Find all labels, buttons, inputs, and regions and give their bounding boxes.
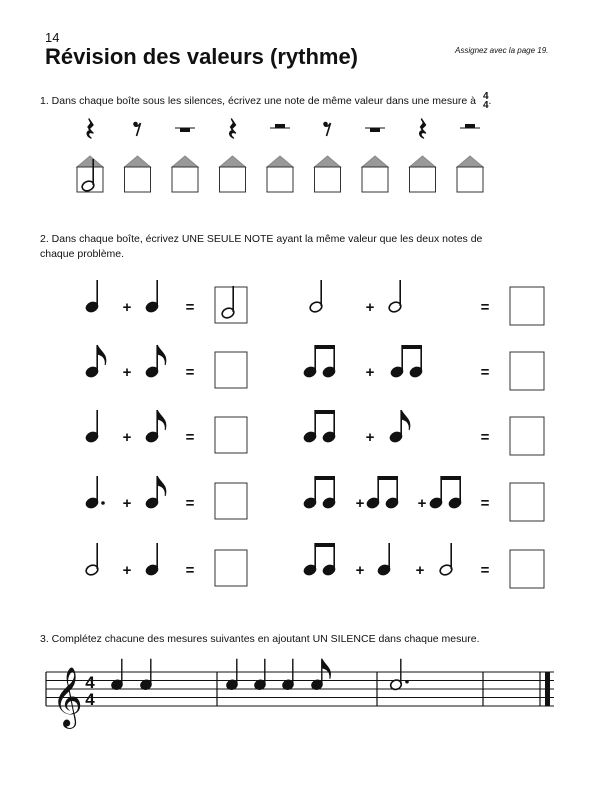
eighth-note — [145, 410, 166, 444]
answer-box — [215, 352, 247, 388]
answer-box — [510, 352, 544, 390]
equals-sign: = — [480, 495, 490, 512]
plus-sign: + — [355, 562, 365, 579]
answer-box-roof — [125, 156, 151, 167]
answer-box — [172, 167, 198, 192]
answer-box-roof — [220, 156, 246, 167]
treble-clef-icon: 𝄞 — [52, 667, 83, 727]
half-rest-icon — [270, 124, 290, 128]
answer-box — [215, 287, 247, 323]
quarter-note — [145, 543, 160, 577]
exercise-2-instruction: 2. Dans chaque boîte, écrivez UNE SEULE NOTE ayant la même valeur que les deux notes de chaque problème. — [40, 233, 483, 260]
quarter-note — [281, 659, 294, 691]
eighth-rest-icon — [323, 122, 330, 136]
eighth-note — [310, 659, 330, 691]
answer-box — [362, 167, 388, 192]
music-staff — [46, 659, 554, 729]
equals-sign: = — [480, 299, 490, 316]
beamed-eighth-notes — [303, 476, 337, 510]
equals-sign: = — [185, 429, 195, 446]
beamed-eighth-notes — [303, 345, 337, 379]
whole-rest-icon — [365, 128, 385, 132]
final-bar-thick — [545, 672, 550, 706]
answer-box — [215, 550, 247, 586]
plus-sign: + — [415, 562, 425, 579]
plus-sign: + — [122, 429, 132, 446]
beamed-eighth-notes — [303, 410, 337, 444]
beamed-eighth-notes — [429, 476, 463, 510]
beamed-eighth-notes — [303, 543, 337, 577]
half-note — [388, 280, 403, 314]
exercise-3-instruction: 3. Complétez chacune des mesures suivantes en ajoutant UN SILENCE dans chaque mesure. — [40, 633, 480, 645]
equals-sign: = — [480, 429, 490, 446]
answer-box — [215, 483, 247, 519]
answer-box — [410, 167, 436, 192]
quarter-note — [253, 659, 266, 691]
quarter-rest-icon — [87, 119, 93, 138]
plus-sign: + — [122, 562, 132, 579]
half-note — [439, 543, 454, 577]
equals-sign: = — [185, 562, 195, 579]
eighth-note — [85, 345, 106, 379]
answer-box-roof — [410, 156, 436, 167]
exercise-1-instruction: 1. Dans chaque boîte sous les silences, écrivez une note de même valeur dans une mesure à 4 4 . — [40, 91, 492, 111]
half-rest-icon — [460, 124, 480, 128]
plus-sign: + — [122, 364, 132, 381]
answer-box — [267, 167, 293, 192]
answer-box — [220, 167, 246, 192]
eighth-note — [389, 410, 410, 444]
plus-sign: + — [365, 299, 375, 316]
page-number: 14 — [45, 30, 60, 45]
beamed-eighth-notes — [366, 476, 400, 510]
eighth-rest-icon — [133, 122, 140, 136]
dotted-quarter-note — [85, 476, 105, 510]
answer-box — [125, 167, 151, 192]
answer-box-roof — [267, 156, 293, 167]
answer-box — [215, 417, 247, 453]
answer-box — [457, 167, 483, 192]
whole-rest-icon — [175, 128, 195, 132]
time-signature-top: 4 — [85, 673, 95, 692]
dotted-half-note — [389, 659, 409, 691]
answer-box — [510, 287, 544, 325]
quarter-note — [85, 280, 100, 314]
equals-sign: = — [480, 364, 490, 381]
answer-box — [510, 417, 544, 455]
quarter-note — [139, 659, 152, 691]
answer-box-roof — [172, 156, 198, 167]
quarter-note — [225, 659, 238, 691]
equals-sign: = — [480, 562, 490, 579]
plus-sign: + — [417, 495, 427, 512]
plus-sign: + — [122, 299, 132, 316]
quarter-note — [377, 543, 392, 577]
eighth-note — [145, 345, 166, 379]
answer-box — [510, 483, 544, 521]
plus-sign: + — [122, 495, 132, 512]
exercise-1-text: 1. Dans chaque boîte sous les silences, écrivez une note de même valeur dans une mesure à — [40, 94, 477, 107]
beamed-eighth-notes — [390, 345, 424, 379]
answer-box-roof — [315, 156, 341, 167]
half-note — [85, 543, 100, 577]
time-signature-top: 4 — [482, 91, 489, 102]
quarter-note — [145, 280, 160, 314]
quarter-note — [110, 659, 123, 691]
time-signature-bottom: 4 — [85, 690, 95, 709]
time-signature-bottom: 4 — [482, 100, 489, 111]
half-note — [309, 280, 324, 314]
assignment-note: Assignez avec la page 19. — [455, 46, 549, 55]
answer-box — [315, 167, 341, 192]
equals-sign: = — [185, 364, 195, 381]
plus-sign: + — [355, 495, 365, 512]
plus-sign: + — [365, 364, 375, 381]
equals-sign: = — [185, 299, 195, 316]
quarter-rest-icon — [230, 119, 236, 138]
equals-sign: = — [185, 495, 195, 512]
quarter-note — [85, 410, 100, 444]
answer-box — [510, 550, 544, 588]
eighth-note — [145, 476, 166, 510]
answer-box-roof — [77, 156, 103, 167]
quarter-rest-icon — [420, 119, 426, 138]
answer-box-roof — [457, 156, 483, 167]
page-title: Révision des valeurs (rythme) — [45, 44, 359, 69]
answer-box-roof — [362, 156, 388, 167]
plus-sign: + — [365, 429, 375, 446]
